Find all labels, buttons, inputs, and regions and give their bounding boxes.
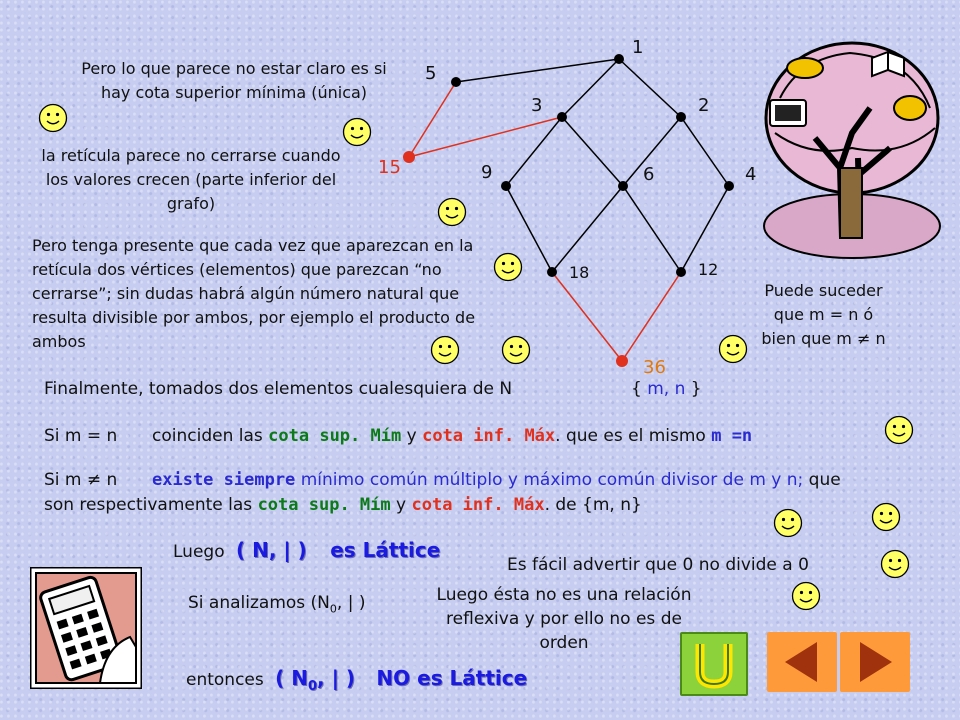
label-18: 18 [569,263,590,282]
edge-3-15 [409,117,562,157]
zero-note: Es fácil advertir que 0 no divide a 0 [507,555,809,575]
smiley-icon [718,334,748,364]
label-5: 5 [425,63,437,84]
case-diff-line1 [152,468,841,492]
label-3: 3 [531,95,543,116]
edge-2-4 [681,117,729,186]
smiley-icon [38,103,68,133]
node-18 [547,267,557,277]
set-n: n [674,379,686,399]
prev-arrow-icon [767,632,837,692]
case-equal-y: y [406,426,417,446]
node-1 [614,54,624,64]
smiley-icon [773,508,803,538]
final-line [186,666,527,699]
case-diff-cond: Si m ≠ n [44,470,118,490]
analysis-sub: 0 [329,602,337,616]
smiley-icon [791,581,821,611]
final-structure-sub: 0 [308,679,318,694]
node-9 [501,181,511,191]
not-reflexive-note: Luego ésta no es una relación reflexiva y por ello no es de orden [436,585,692,653]
case-diff-text1: mínimo común múltiplo y máximo común divisor de m y n; [300,470,804,490]
label-2: 2 [698,95,710,116]
edge-1-5 [456,59,619,82]
label-36: 36 [643,357,666,378]
next-arrow-icon [840,632,910,692]
edge-5-15 [409,82,456,157]
label-15: 15 [378,157,401,178]
edge-1-3 [562,59,619,117]
analysis-line [188,591,365,621]
conclusion-is-lattice: es Láttice [330,538,441,562]
edge-3-6 [562,117,623,186]
label-12: 12 [698,260,719,279]
smiley-icon [342,117,372,147]
node-15 [403,151,415,163]
edge-3-9 [506,117,562,186]
node-3 [557,112,567,122]
case-diff-line2a: son respectivamente las [44,495,253,515]
calculator-icon[interactable] [30,567,142,689]
label-1: 1 [632,37,644,58]
node-12 [676,267,686,277]
smiley-icon [493,252,523,282]
final-structure-open: ( N [275,666,308,690]
case-equal-value: m =n [711,426,753,446]
case-equal-line [152,424,752,448]
smiley-icon [871,502,901,532]
case-diff-cota-inf: cota inf. Máx [411,495,545,515]
case-diff-y: y [396,495,407,515]
label-9: 9 [481,162,493,183]
case-equal-text2: . que es el mismo [555,426,706,446]
note-keep-in-mind: Pero tenga presente que cada vez que aparezcan en la retícula dos vértices (elementos) que parezcan “no cerrarse”; sin dudas habrá algún número natural que resulta divisible por ambos, por ejemplo el producto de ambos [32,236,476,351]
smiley-icon [430,335,460,365]
label-6: 6 [643,164,655,185]
final-structure [275,666,356,694]
smiley-icon [880,549,910,579]
set-open: { [631,379,642,399]
node-6 [618,181,628,191]
node-5 [451,77,461,87]
case-diff-line2 [44,493,642,517]
case-equal-text1: coinciden las [152,426,263,446]
node-36 [616,355,628,367]
next-button[interactable] [840,632,910,692]
note-may-happen: Puede suceder que m = n ó bien que m ≠ n [761,281,886,348]
return-button[interactable] [680,632,748,696]
tree-illustration [760,38,945,263]
set-close: } [690,379,702,399]
case-equal-cond: Si m = n [44,426,118,446]
case-diff-existe: existe siempre [152,470,296,490]
case-equal-cota-sup: cota sup. Mím [268,426,402,446]
smiley-icon [437,197,467,227]
conclusion-structure: ( N, | ) [236,538,307,562]
edge-6-12 [623,186,681,272]
conclusion-luego: Luego [173,542,225,562]
case-diff-line2b: . de {m, n} [544,495,642,515]
final-entonces: entonces [186,670,264,690]
edge-1-2 [619,59,681,117]
case-equal-cota-inf: cota inf. Máx [422,426,556,446]
analysis-rest: , | ) [336,593,366,613]
final-structure-end: , | ) [317,666,356,690]
node-4 [724,181,734,191]
final-not-lattice: NO es Láttice [376,666,528,690]
edge-18-36 [552,272,622,361]
set-m: m, [647,379,670,399]
return-u-icon [682,634,746,694]
case-diff-cota-sup: cota sup. Mím [257,495,391,515]
set-mn [631,377,702,401]
node-2 [676,112,686,122]
edge-12-36 [622,272,681,361]
smiley-icon [884,415,914,445]
prev-button[interactable] [767,632,837,692]
edge-6-18 [552,186,623,272]
note-lub-unclear: Pero lo que parece no estar claro es si hay cota superior mínima (única) [81,59,387,102]
finally-text: Finalmente, tomados dos elementos cualesquiera de N [44,379,513,399]
case-diff-text2: que [808,470,841,490]
label-4: 4 [745,164,757,185]
analysis-si: Si analizamos (N [188,593,330,613]
note-not-closing: la retícula parece no cerrarse cuando los valores crecen (parte inferior del grafo) [41,146,341,213]
conclusion-line [173,538,440,564]
smiley-icon [501,335,531,365]
